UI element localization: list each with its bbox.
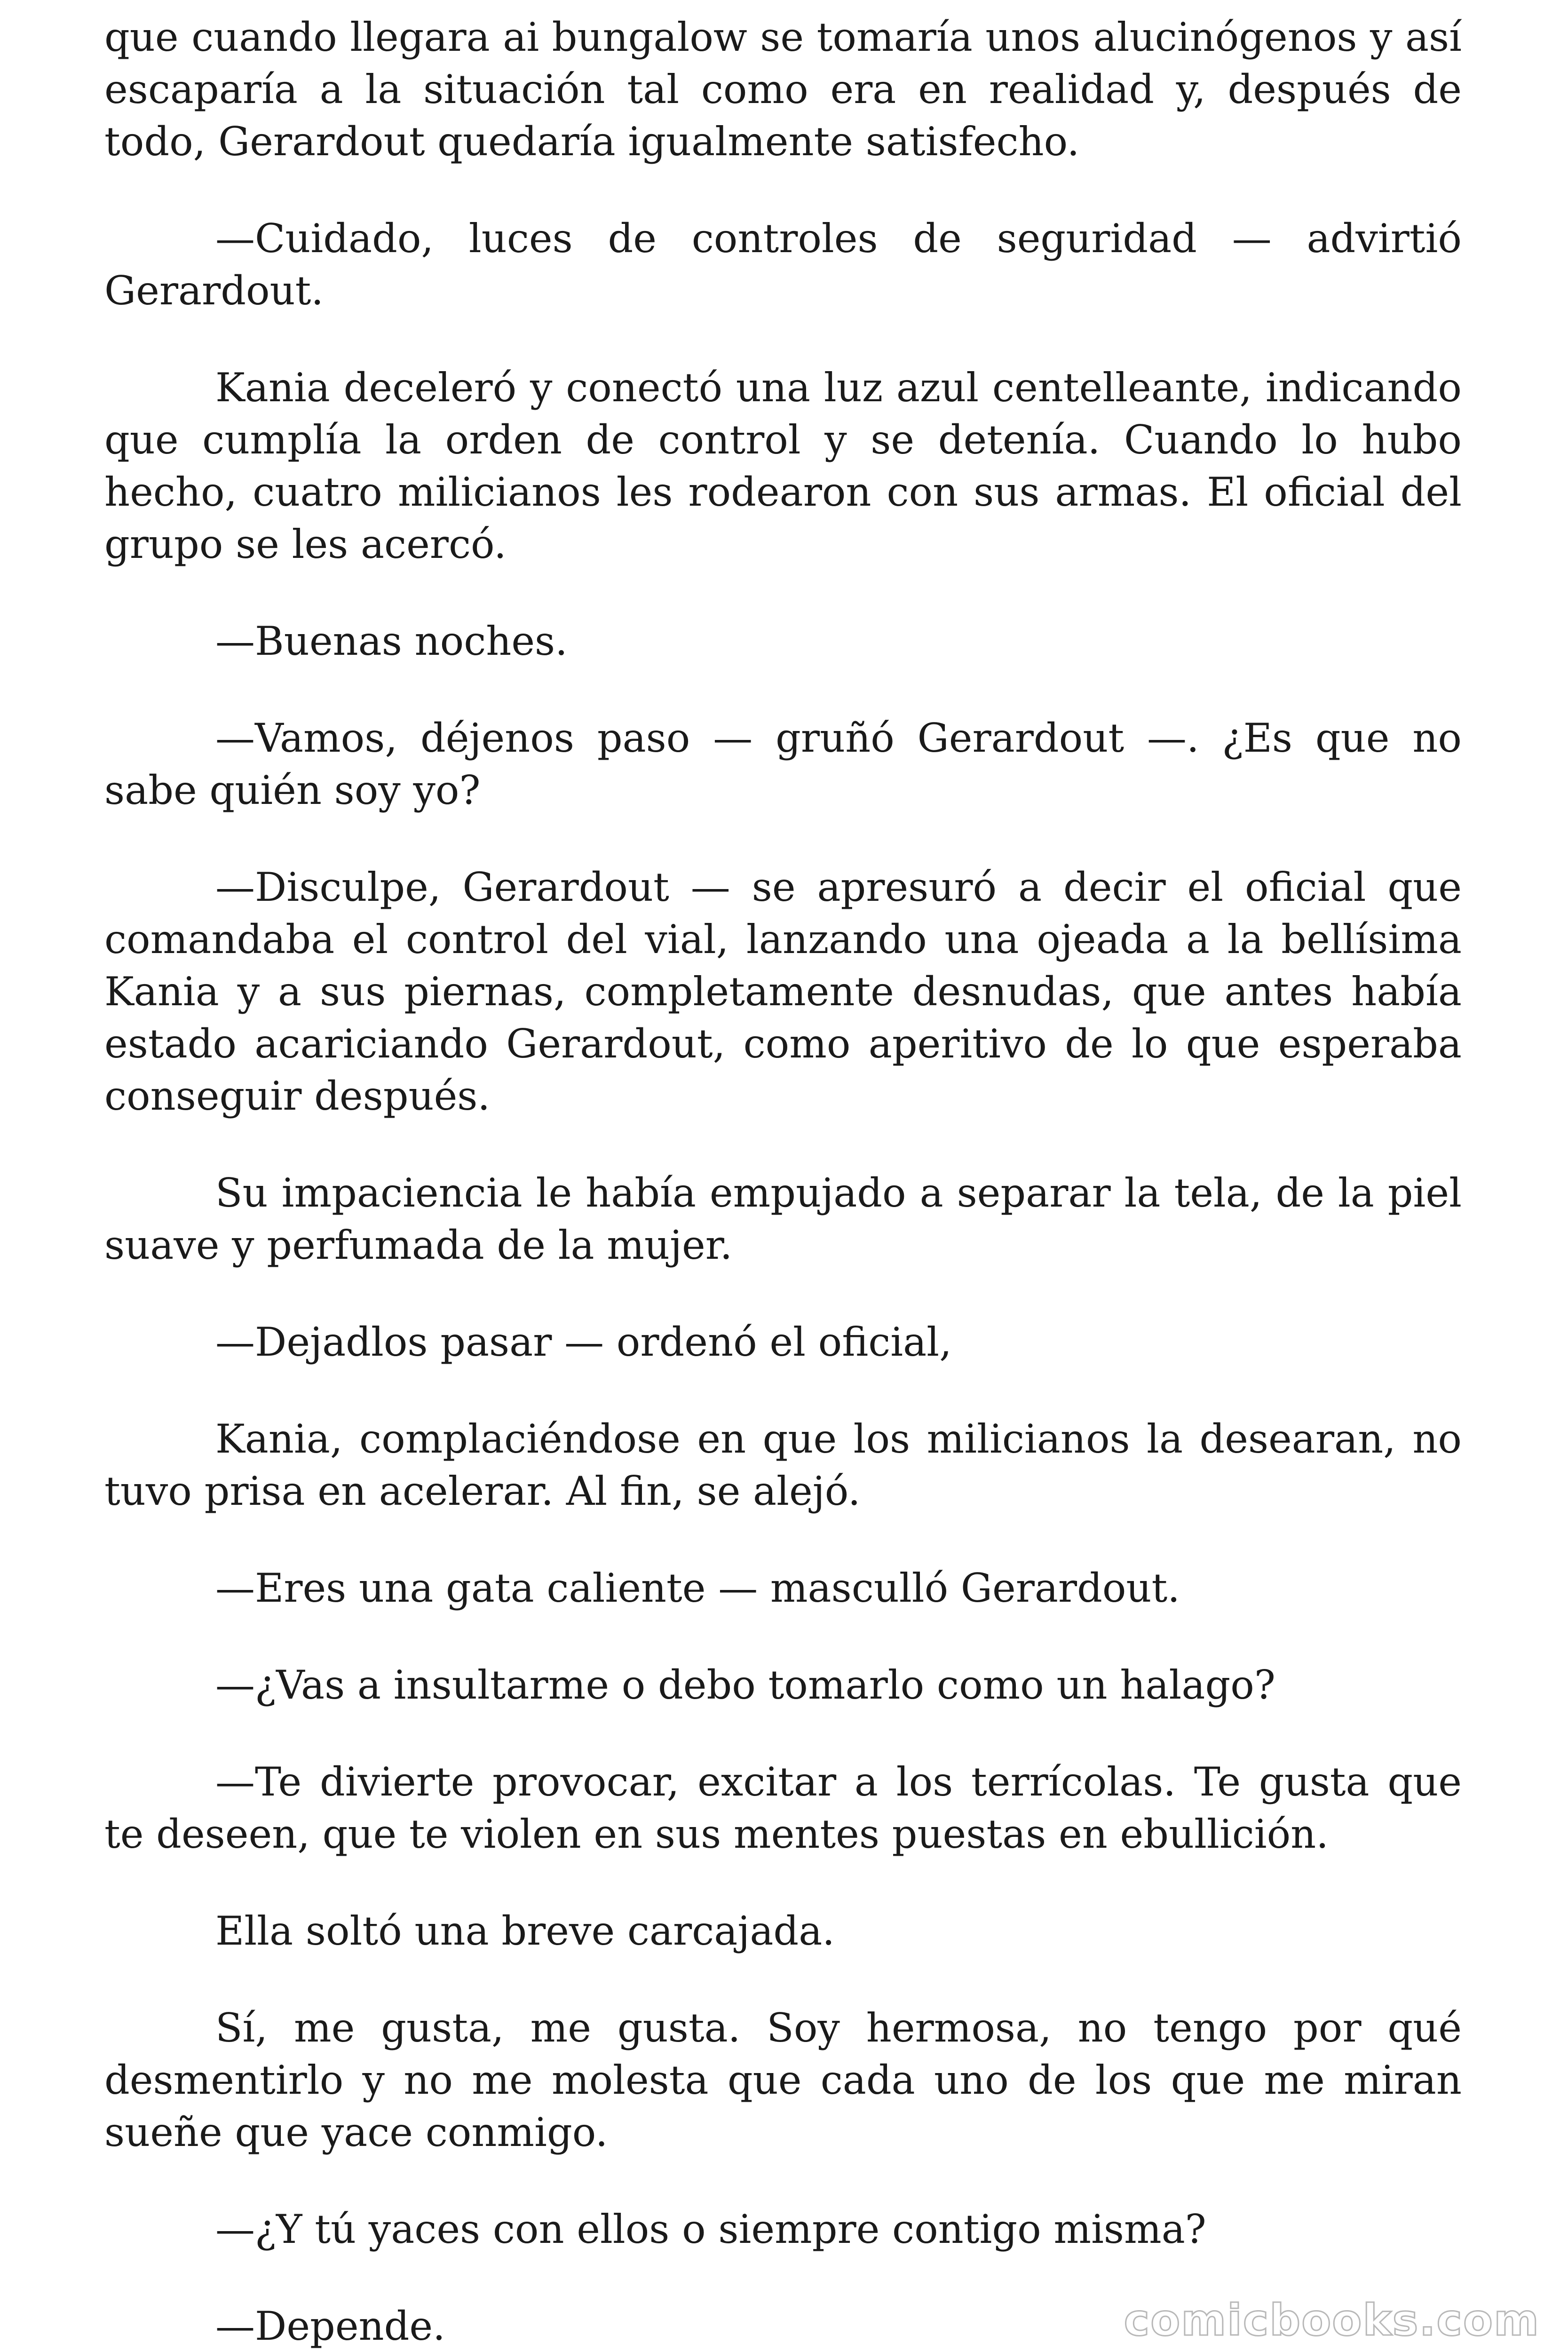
paragraph: Kania, complaciéndose en que los milicianos la desearan, no tuvo prisa en acelerar. Al fin, se alejó. [104,1416,1462,1514]
watermark: comicbooks.com [1124,2295,1540,2345]
page-body [104,11,1462,2352]
paragraph: que cuando llegara ai bungalow se tomaría unos alucinógenos y así escaparía a la situación tal como era en realidad y, después de todo, Gerardout quedaría igualmente satisfecho. [104,14,1462,165]
paragraph: —Cuidado, luces de controles de seguridad — advirtió Gerardout. [104,215,1462,314]
paragraph: Kania deceleró y conectó una luz azul centelleante, indicando que cumplía la orden de control y se detenía. Cuando lo hubo hecho, cuatro milicianos les rodearon con sus armas. El oficial del grupo se les acercó. [104,365,1462,567]
paragraph: —Depende. [215,2303,445,2349]
paragraph: Sí, me gusta, me gusta. Soy hermosa, no tengo por qué desmentirlo y no me molesta que cada uno de los que me miran sueñe que yace conmigo. [104,2005,1462,2155]
paragraph: —Eres una gata caliente — masculló Gerardout. [215,1565,1180,1611]
paragraph: —¿Y tú yaces con ellos o siempre contigo misma? [215,2206,1206,2252]
paragraph: —Vamos, déjenos paso — gruñó Gerardout —. ¿Es que no sabe quién soy yo? [104,715,1462,813]
paragraph: —Buenas noches. [215,618,568,664]
paragraph: Ella soltó una breve carcajada. [215,1908,835,1954]
paragraph: Su impaciencia le había empujado a separar la tela, de la piel suave y perfumada de la mujer. [104,1170,1462,1268]
paragraph: —Te divierte provocar, excitar a los terrícolas. Te gusta que te deseen, que te violen en sus mentes puestas en ebullición. [104,1759,1462,1857]
paragraph: —Disculpe, Gerardout — se apresuró a decir el oficial que comandaba el control del vial, lanzando una ojeada a la bellísima Kania y a sus piernas, completamente desnudas, que antes había estado acariciando Gerardout, como aperitivo de lo que esperaba conseguir después. [104,864,1462,1119]
paragraph: —Dejadlos pasar — ordenó el oficial, [215,1319,952,1365]
paragraph: —¿Vas a insultarme o debo tomarlo como un halago? [215,1662,1275,1708]
